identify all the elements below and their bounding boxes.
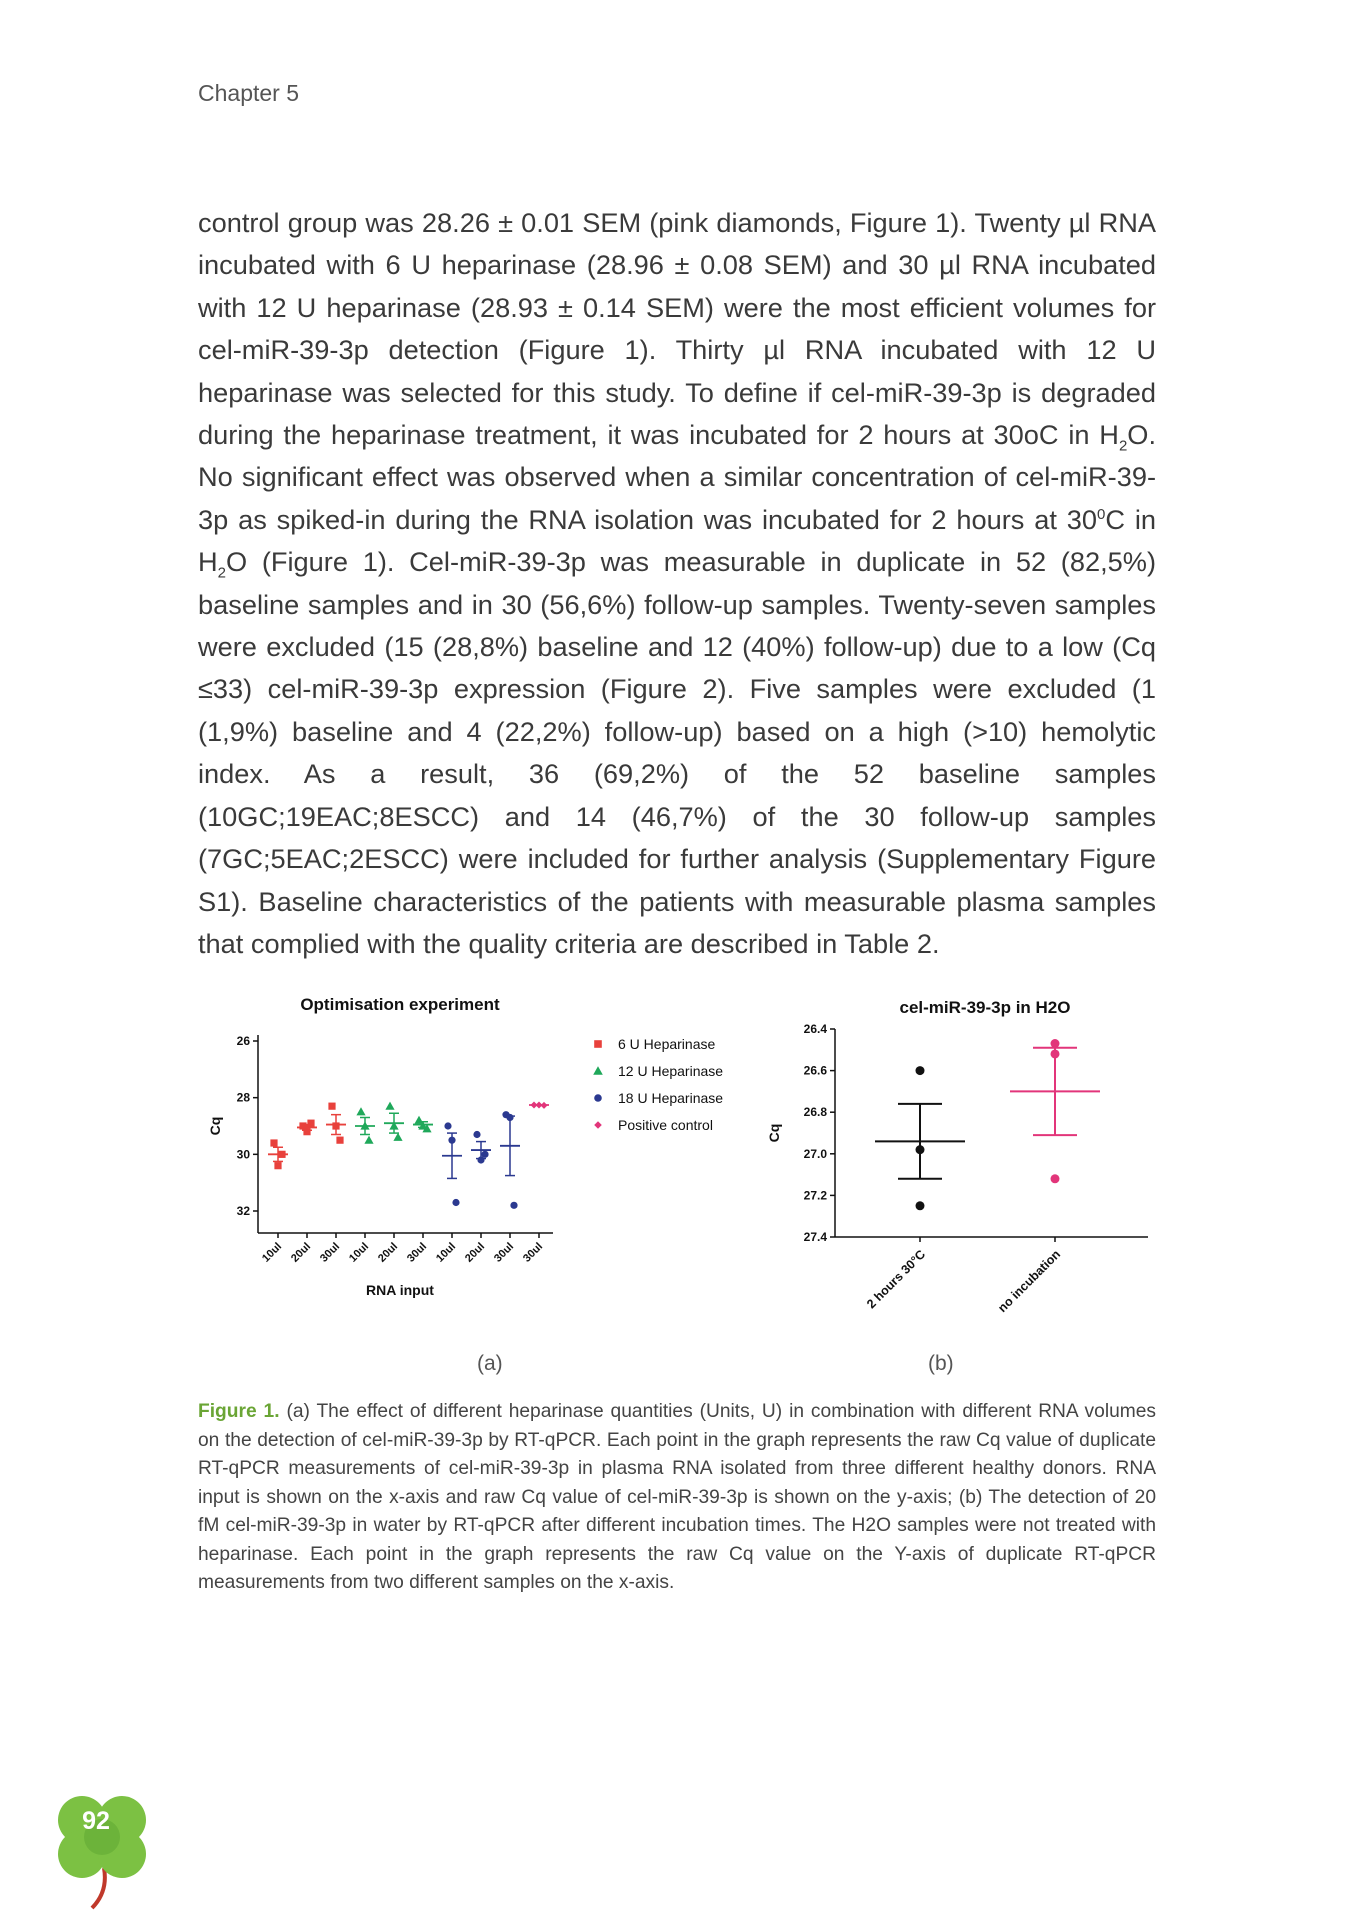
y-tick-label: 27.0	[803, 1146, 827, 1161]
data-point	[473, 1131, 480, 1138]
data-point	[916, 1066, 925, 1075]
x-tick-label: 2 hours 30°C	[864, 1247, 929, 1312]
x-tick-label: 30ul	[521, 1240, 546, 1265]
data-point	[594, 1040, 602, 1048]
data-point	[444, 1122, 451, 1129]
x-tick-label: 30ul	[492, 1240, 517, 1265]
panel-label-b: (b)	[928, 1352, 954, 1375]
y-tick-label: 26.6	[803, 1063, 827, 1078]
y-tick-label: 27.4	[803, 1230, 827, 1244]
panel-label-a: (a)	[477, 1352, 503, 1375]
figure-caption	[198, 1398, 1156, 1598]
legend-label: 12 U Heparinase	[618, 1063, 724, 1079]
data-point	[452, 1199, 459, 1206]
data-point	[916, 1145, 925, 1154]
subscript-2b: 2	[217, 564, 226, 582]
y-tick-label: 32	[236, 1204, 250, 1218]
page-number-badge	[52, 1790, 152, 1915]
x-tick-label: 10ul	[260, 1240, 285, 1265]
y-tick-label: 26.8	[803, 1105, 827, 1120]
data-point	[541, 1102, 548, 1109]
y-axis-label: Cq	[766, 1123, 782, 1143]
data-point	[393, 1133, 402, 1141]
data-point	[1051, 1049, 1060, 1058]
y-tick-label: 28	[236, 1090, 250, 1105]
chart-title: cel-miR-39-3p in H2O	[899, 998, 1071, 1017]
data-point	[336, 1137, 343, 1144]
data-point	[594, 1121, 602, 1129]
data-point	[506, 1114, 513, 1121]
data-point	[1051, 1039, 1060, 1048]
x-tick-label: 10ul	[347, 1240, 372, 1265]
data-point	[278, 1151, 285, 1158]
data-point	[594, 1094, 602, 1102]
data-point	[481, 1151, 488, 1158]
data-point	[356, 1107, 365, 1115]
x-tick-label: 20ul	[463, 1240, 488, 1265]
caption-text: (a) The effect of different heparinase quantities (Units, U) in combination with different RNA volumes on the detection of cel-miR-39-3p by RT-qPCR. Each point in the graph represents the raw Cq value of duplicate RT-qPCR measurements of cel-miR-39-3p in plasma RNA isolated from three different healthy donors. RNA input is shown on the x-axis and raw Cq value of cel-miR-39-3p is shown on the y-axis; (b) The detection of 20 fM cel-miR-39-3p in water by RT-qPCR after different incubation times. The H2O samples were not treated with heparinase. Each point in the graph represents the raw Cq value on the Y-axis of duplicate RT-qPCR measurements from two different samples on the x-axis.	[198, 1401, 1157, 1593]
y-tick-label: 26.4	[803, 1022, 827, 1036]
data-point	[916, 1201, 925, 1210]
body-text-1: control group was 28.26 ± 0.01 SEM (pink diamonds, Figure 1). Twenty µl RNA incubated with 6 U heparinase (28.96 ± 0.08 SEM) and 30 µl RNA incubated with 12 U heparinase (28.93 ± 0.14 SEM) were the most efficient volumes for cel-miR-39-3p detection (Figure 1). Thirty µl RNA incubated with 12 U heparinase was selected for this study. To define if cel-miR-39-3p is degraded during the heparinase treatment, it was incubated for 2 hours at 30oC in H	[198, 207, 1156, 451]
data-point	[328, 1103, 335, 1110]
y-tick-label: 26	[236, 1034, 250, 1048]
data-point	[385, 1102, 394, 1110]
caption-label: Figure 1.	[198, 1401, 280, 1422]
subscript-2: 2	[1118, 437, 1128, 455]
data-point	[1051, 1174, 1060, 1183]
data-point	[303, 1128, 310, 1135]
data-point	[448, 1137, 455, 1144]
degree-superscript: 0	[1096, 505, 1106, 523]
legend-label: 6 U Heparinase	[618, 1036, 716, 1052]
data-point	[510, 1202, 517, 1209]
y-tick-label: 27.2	[803, 1188, 827, 1203]
data-point	[364, 1136, 373, 1144]
y-tick-label: 30	[236, 1147, 250, 1162]
body-text-3: C in H	[198, 503, 1156, 578]
body-text-4: O (Figure 1). Cel-miR-39-3p was measurable in duplicate in 52 (82,5%) baseline samples and in 30 (56,6%) follow-up samples. Twenty-seven samples were excluded (15 (28,8%) baseline and 12 (40%) follow-up) due to a low (Cq ≤33) cel-miR-39-3p expression (Figure 2). Five samples were excluded (1 (1,9%) baseline and 4 (22,2%) follow-up) based on a high (>10) hemolytic index. As a result, 36 (69,2%) of the 52 baseline samples (10GC;19EAC;8ESCC) and 14 (46,7%) of the 30 follow-up samples (7GC;5EAC;2ESCC) were included for further analysis (Supplementary Figure S1). Baseline characteristics of the patients with measurable plasma samples that complied with the quality criteria are described in Table 2.	[198, 546, 1156, 959]
h2o-chart	[755, 985, 1155, 1330]
figure-panel-b	[755, 985, 1155, 1330]
x-tick-label: 10ul	[434, 1240, 459, 1265]
data-point	[274, 1162, 281, 1169]
body-text-2: O. No significant effect was observed when a similar concentration of cel-miR-39-3p as spiked-in during the RNA isolation was incubated for 2 hours at 30	[198, 419, 1156, 535]
x-tick-label: no incubation	[995, 1247, 1064, 1316]
data-point	[593, 1066, 603, 1075]
legend-label: 18 U Heparinase	[618, 1090, 724, 1106]
page-number: 92	[82, 1807, 110, 1835]
x-tick-label: 20ul	[376, 1240, 401, 1265]
running-header: Chapter 5	[198, 80, 300, 106]
clover-icon	[52, 1790, 152, 1910]
legend-label: Positive control	[618, 1117, 713, 1133]
chart-title: Optimisation experiment	[300, 995, 500, 1014]
y-axis-label: Cq	[207, 1116, 223, 1136]
data-point	[414, 1116, 423, 1124]
data-point	[307, 1120, 314, 1127]
x-axis-label: RNA input	[366, 1282, 434, 1298]
data-point	[332, 1122, 339, 1129]
body-paragraph	[198, 202, 1156, 965]
x-tick-label: 30ul	[405, 1240, 430, 1265]
optimisation-chart	[200, 985, 760, 1320]
x-tick-label: 30ul	[318, 1240, 343, 1265]
data-point	[270, 1139, 277, 1146]
figure-panel-a	[200, 985, 760, 1320]
x-tick-label: 20ul	[289, 1240, 314, 1265]
